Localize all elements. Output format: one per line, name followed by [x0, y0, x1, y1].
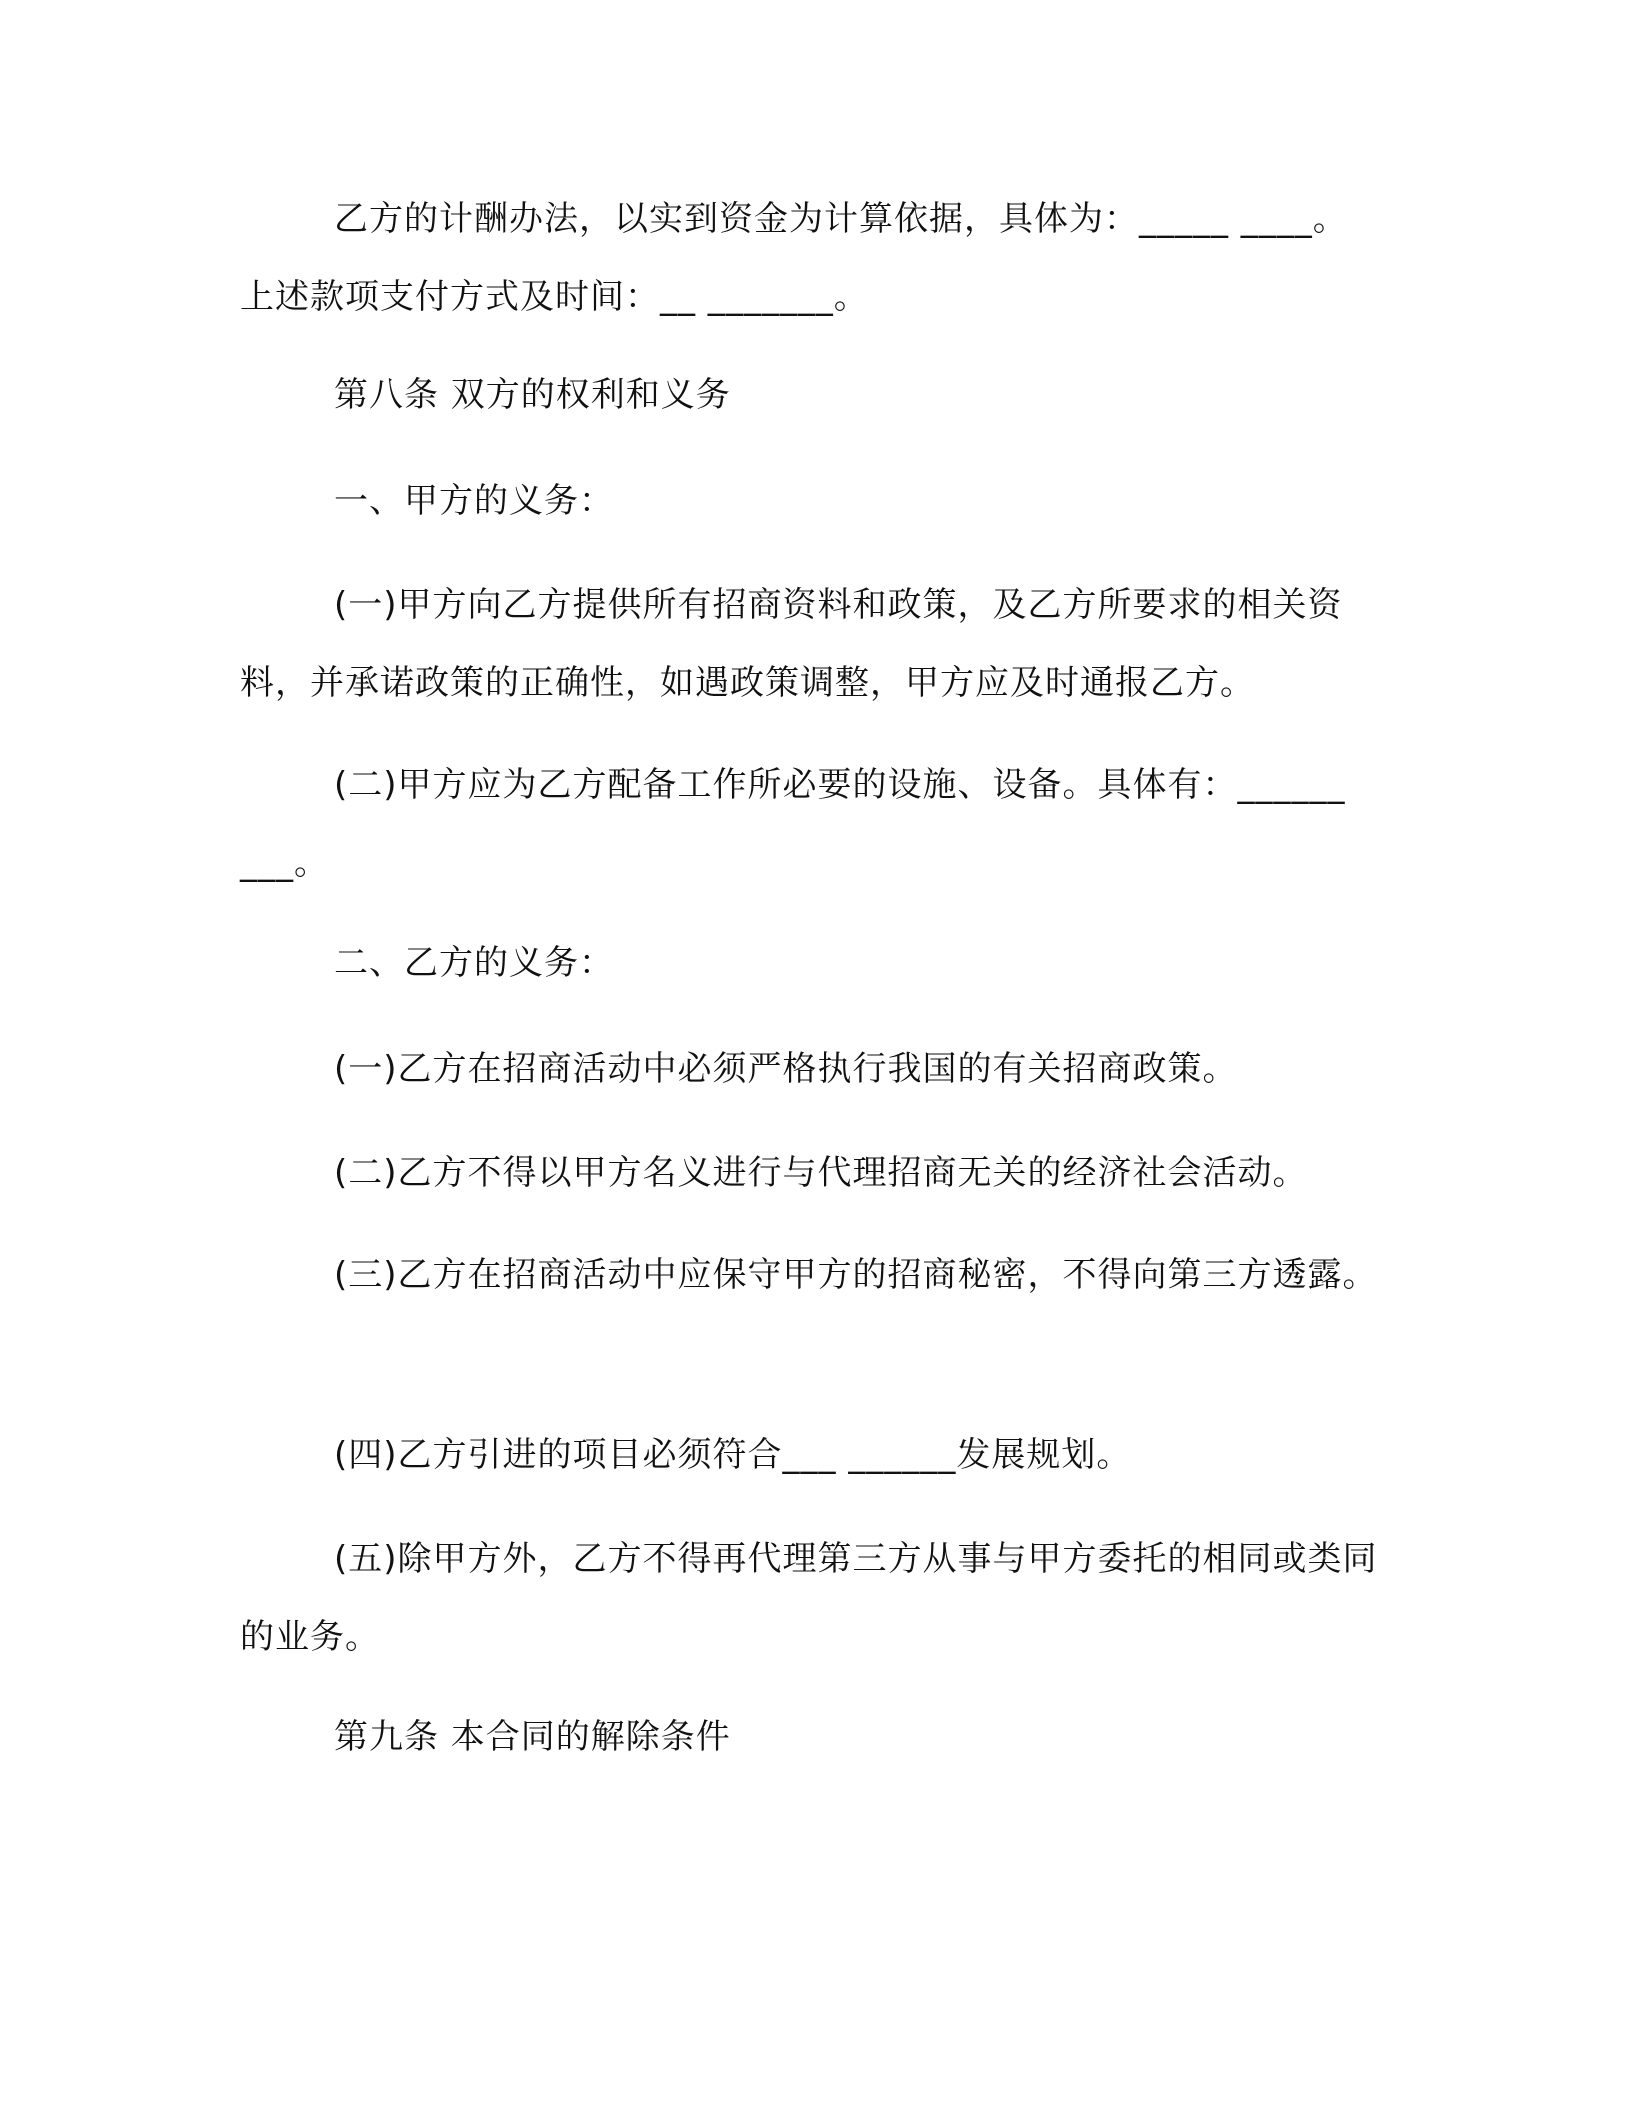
heading-party-a-obligations: 一、甲方的义务：	[334, 481, 614, 521]
paragraph-party-b-item-1: (一)乙方在招商活动中必须严格执行我国的有关招商政策。	[334, 1049, 1238, 1089]
heading-article-8: 第八条 双方的权利和义务	[334, 375, 731, 415]
paragraph-party-a-item-2: (二)甲方应为乙方配备工作所必要的设施、设备。具体有：______ ___。	[240, 765, 1346, 883]
paragraph-party-a-item-1: (一)甲方向乙方提供所有招商资料和政策，及乙方所要求的相关资料，并承诺政策的正确性，如遇政策调整，甲方应及时通报乙方。	[240, 585, 1343, 703]
heading-article-9: 第九条 本合同的解除条件	[334, 1717, 731, 1757]
paragraph-party-b-item-2: (二)乙方不得以甲方名义进行与代理招商无关的经济社会活动。	[334, 1153, 1308, 1193]
heading-party-b-obligations: 二、乙方的义务：	[334, 943, 614, 983]
paragraph-party-b-item-5: (五)除甲方外，乙方不得再代理第三方从事与甲方委托的相同或类同的业务。	[240, 1539, 1378, 1657]
paragraph-remuneration: 乙方的计酬办法，以实到资金为计算依据，具体为：_____ ____。上述款项支付方式及时间：__ _______。	[240, 199, 1348, 317]
paragraph-party-b-item-3: (三)乙方在招商活动中应保守甲方的招商秘密，不得向第三方透露。	[334, 1255, 1378, 1295]
paragraph-party-b-item-4: (四)乙方引进的项目必须符合___ ______发展规划。	[334, 1435, 1132, 1475]
